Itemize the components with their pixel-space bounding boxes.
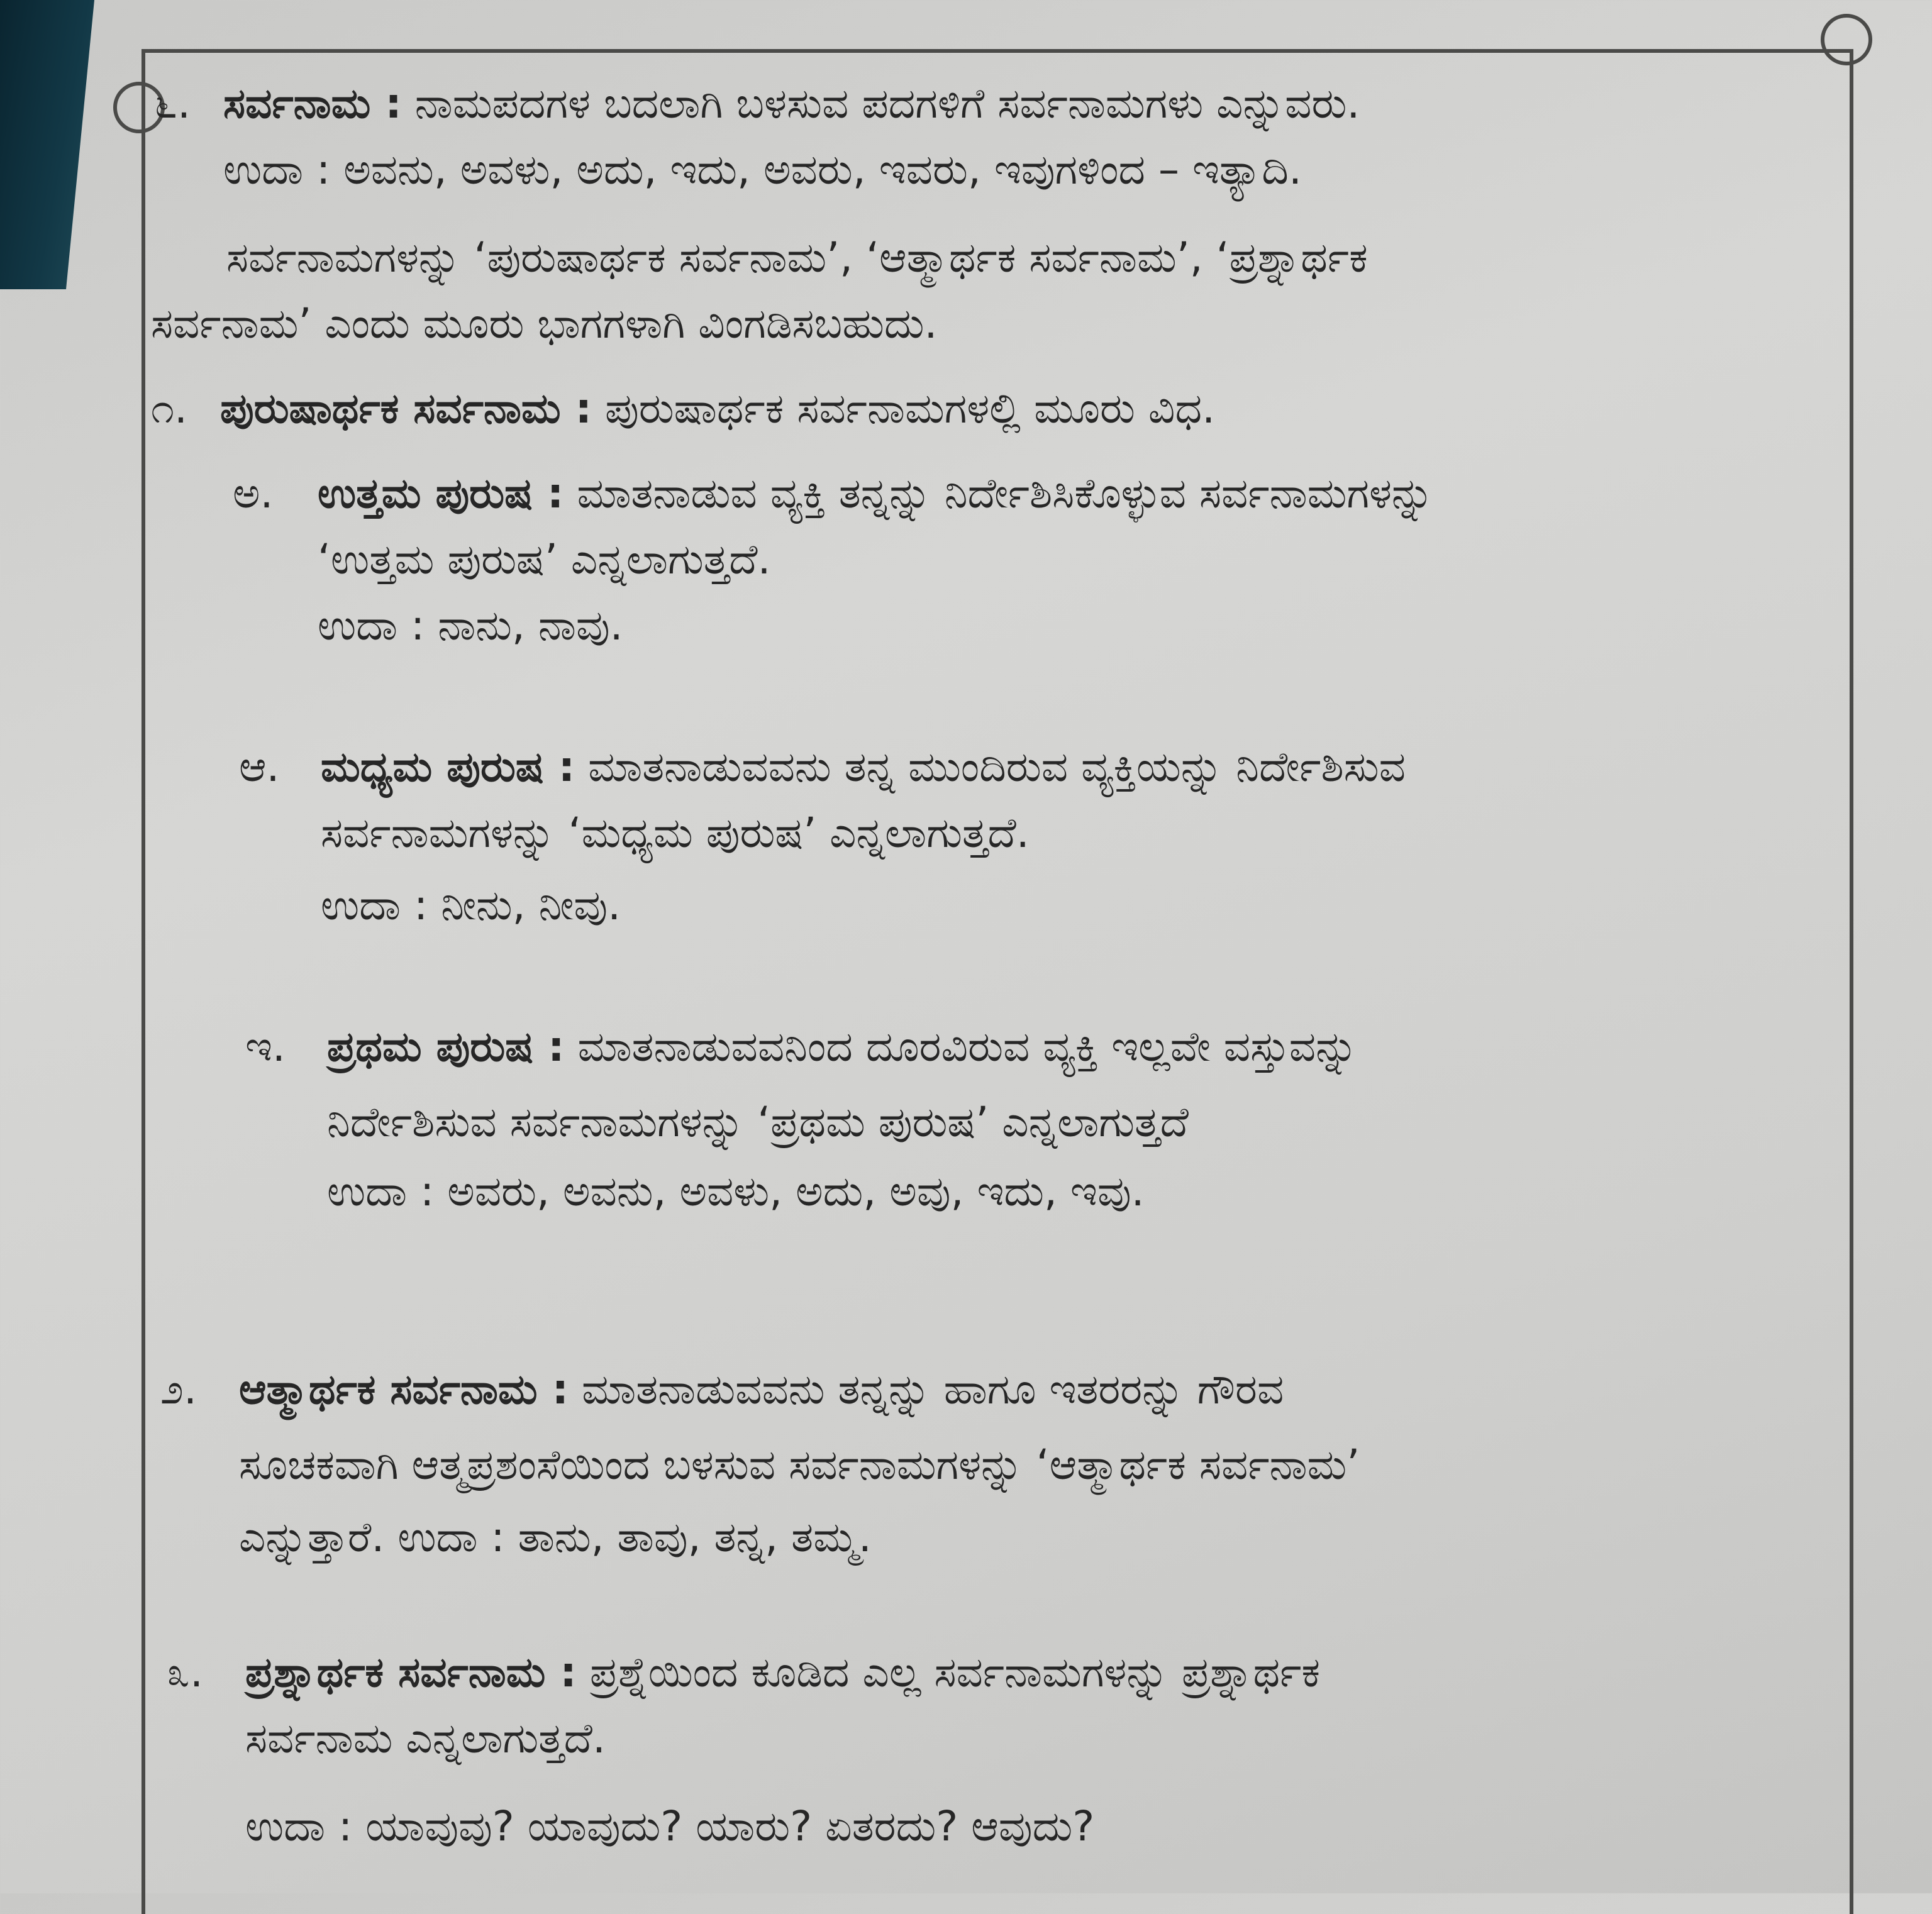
section2-line1 — [239, 1358, 1284, 1421]
item-b-example: ಉದಾ : ನೀನು, ನೀವು. — [321, 881, 621, 929]
section1-definition: ಪುರುಷಾರ್ಥಕ ಸರ್ವನಾಮಗಳಲ್ಲಿ ಮೂರು ವಿಧ. — [605, 384, 1216, 433]
textbook-page — [151, 60, 1843, 1883]
item-c-line2: ನಿರ್ದೇಶಿಸುವ ಸರ್ವನಾಮಗಳನ್ನು ‘ಪ್ರಥಮ ಪುರುಷ’ ಎನ್ನಲಾಗುತ್ತದೆ — [327, 1098, 1189, 1146]
section3-example: ಉದಾ : ಯಾವುವು? ಯಾವುದು? ಯಾರು? ಏತರದು? ಆವುದು? — [245, 1802, 1095, 1850]
item-a-term: ಉತ್ತಮ ಪುರುಷ : — [318, 469, 564, 517]
intro-definition: ನಾಮಪದಗಳ ಬದಲಾಗಿ ಬಳಸುವ ಪದಗಳಿಗೆ ಸರ್ವನಾಮಗಳು ಎನ್ನುವರು. — [414, 79, 1360, 128]
section3-number: ೩. — [167, 1648, 203, 1696]
section2-text: ಮಾತನಾಡುವವನು ತನ್ನನ್ನು ಹಾಗೂ ಇತರರನ್ನು ಗೌರವ — [582, 1365, 1284, 1413]
intro-example: ಉದಾ : ಅವನು, ಅವಳು, ಅದು, ಇದು, ಅವರು, ಇವರು, ಇವುಗಳಿಂದ – ಇತ್ಯಾದಿ. — [223, 145, 1302, 194]
item-b-term: ಮಧ್ಯಮ ಪುರುಷ : — [321, 743, 575, 791]
section2-term: ಆತ್ಮಾರ್ಥಕ ಸರ್ವನಾಮ : — [239, 1365, 569, 1413]
section3-term: ಪ್ರಶ್ನಾರ್ಥಕ ಸರ್ವನಾಮ : — [245, 1648, 577, 1696]
item-b-line1 — [321, 736, 1406, 799]
item-c-line1 — [327, 1015, 1358, 1078]
intro-division-line1: ಸರ್ವನಾಮಗಳನ್ನು ‘ಪುರುಷಾರ್ಥಕ ಸರ್ವನಾಮ’, ‘ಆತ್ಮಾರ್ಥಕ ಸರ್ವನಾಮ’, ‘ಪ್ರಶ್ನಾರ್ಥಕ — [226, 233, 1368, 282]
item-b-letter: ಆ. — [239, 743, 280, 791]
section2-line2: ಸೂಚಕವಾಗಿ ಆತ್ಮಪ್ರಶಂಸೆಯಿಂದ ಬಳಸುವ ಸರ್ವನಾಮಗಳನ್ನು ‘ಆತ್ಮಾರ್ಥಕ ಸರ್ವನಾಮ’ — [239, 1441, 1360, 1489]
section3-line1 — [245, 1641, 1320, 1704]
item-a-line1 — [318, 462, 1434, 525]
border-corner-ornament — [1821, 14, 1872, 65]
intro-number: ೬. — [154, 79, 191, 128]
item-b-text: ಮಾತನಾಡುವವನು ತನ್ನ ಮುಂದಿರುವ ವ್ಯಕ್ತಿಯನ್ನು ನಿರ್ದೇಶಿಸುವ — [588, 743, 1406, 791]
item-a-line2: ‘ಉತ್ತಮ ಪುರುಷ’ ಎನ್ನಲಾಗುತ್ತದೆ. — [318, 535, 771, 584]
item-c-text: ಮಾತನಾಡುವವನಿಂದ ದೂರವಿರುವ ವ್ಯಕ್ತಿ ಇಲ್ಲವೇ ವಸ್ತುವನ್ನು — [577, 1022, 1358, 1071]
section3-text: ಪ್ರಶ್ನೆಯಿಂದ ಕೂಡಿದ ಎಲ್ಲ ಸರ್ವನಾಮಗಳನ್ನು ಪ್ರಶ್ನಾರ್ಥಕ — [589, 1648, 1321, 1696]
item-c-example: ಉದಾ : ಅವರು, ಅವನು, ಅವಳು, ಅದು, ಅವು, ಇದು, ಇವು. — [327, 1167, 1145, 1215]
section2-line3: ಎನ್ನುತ್ತಾರೆ. ಉದಾ : ತಾನು, ತಾವು, ತನ್ನ, ತಮ್ಮ. — [239, 1513, 872, 1561]
item-a-letter: ಅ. — [233, 469, 274, 517]
section1-heading — [220, 377, 1215, 440]
item-c-letter: ಇ. — [245, 1022, 286, 1071]
section1-number: ೧. — [151, 384, 187, 433]
book-binding-edge — [0, 0, 94, 289]
intro-division-line2: ಸರ್ವನಾಮ’ ಎಂದು ಮೂರು ಭಾಗಗಳಾಗಿ ವಿಂಗಡಿಸಬಹುದು. — [151, 299, 938, 348]
section2-number: ೨. — [160, 1365, 197, 1413]
item-c-term: ಪ್ರಥಮ ಪುರುಷ : — [327, 1022, 565, 1071]
intro-definition-line — [223, 72, 1360, 135]
intro-term: ಸರ್ವನಾಮ : — [223, 79, 402, 128]
section3-line2: ಸರ್ವನಾಮ ಎನ್ನಲಾಗುತ್ತದೆ. — [245, 1714, 606, 1762]
item-b-line2: ಸರ್ವನಾಮಗಳನ್ನು ‘ಮಧ್ಯಮ ಪುರುಷ’ ಎನ್ನಲಾಗುತ್ತದೆ. — [321, 809, 1030, 857]
item-a-example: ಉದಾ : ನಾನು, ನಾವು. — [318, 601, 623, 650]
section1-term: ಪುರುಷಾರ್ಥಕ ಸರ್ವನಾಮ : — [220, 384, 592, 433]
item-a-text: ಮಾತನಾಡುವ ವ್ಯಕ್ತಿ ತನ್ನನ್ನು ನಿರ್ದೇಶಿಸಿಕೊಳ್ಳುವ ಸರ್ವನಾಮಗಳನ್ನು — [577, 469, 1434, 517]
